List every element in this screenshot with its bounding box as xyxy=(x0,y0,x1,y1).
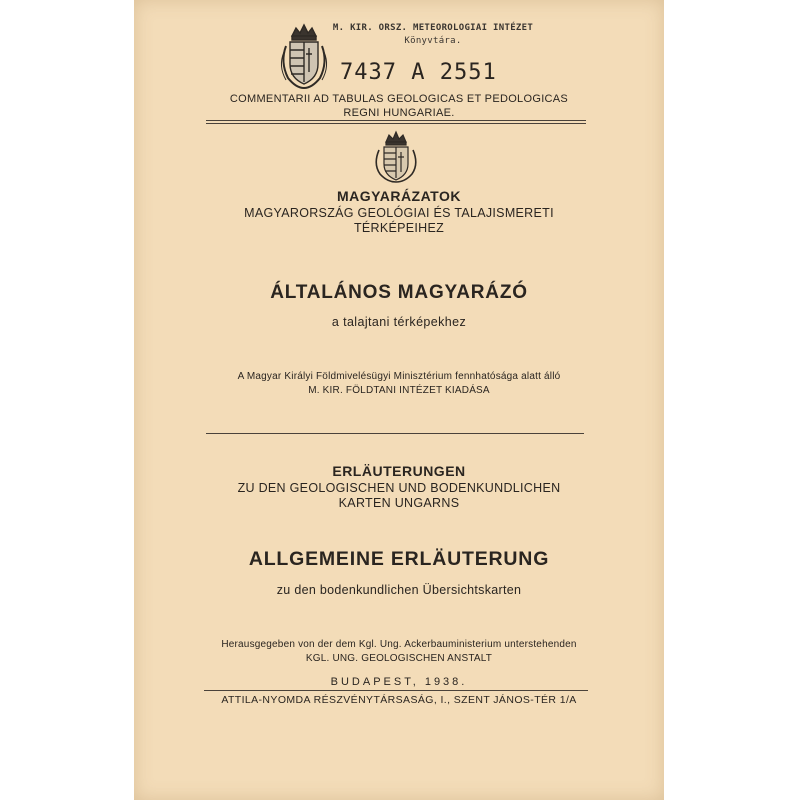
hungarian-subtitle: a talajtani térképekhez xyxy=(331,315,467,329)
german-publisher xyxy=(134,638,664,666)
divider-top xyxy=(206,120,586,121)
german-subheading xyxy=(134,481,664,511)
german-publisher-line1: Herausgegeben von der dem Kgl. Ung. Ackerbauministerium unterstehenden xyxy=(221,639,577,650)
hungarian-subheading-line2: TÉRKÉPEIHEZ xyxy=(353,221,445,235)
shelfmark: 7437 A 2551 xyxy=(340,60,497,85)
divider-top-secondary xyxy=(206,123,586,124)
series-title xyxy=(134,92,664,120)
german-subheading-line2: KARTEN UNGARNS xyxy=(338,496,460,510)
hungarian-coat-of-arms-icon xyxy=(370,130,422,184)
german-heading: ERLÄUTERUNGEN xyxy=(332,463,466,479)
hungarian-title: ÁLTALÁNOS MAGYARÁZÓ xyxy=(270,282,528,303)
german-publisher-line2: KGL. UNG. GEOLOGISCHEN ANSTALT xyxy=(305,653,493,664)
german-title: ALLGEMEINE ERLÄUTERUNG xyxy=(248,548,550,570)
german-subheading-line1: ZU DEN GEOLOGISCHEN UND BODENKUNDLICHEN xyxy=(237,481,561,495)
divider-middle xyxy=(206,433,584,434)
imprint-city-year: BUDAPEST, 1938. xyxy=(330,676,468,688)
divider-imprint xyxy=(204,690,588,691)
stamp-library: Könyvtára. xyxy=(404,36,462,46)
imprint-printer: ATTILA-NYOMDA RÉSZVÉNYTÁRSASÁG, I., SZENT JÁNOS-TÉR 1/A xyxy=(221,694,577,706)
hungarian-heading: MAGYARÁZATOK xyxy=(337,188,461,204)
library-stamp xyxy=(318,22,548,48)
hungarian-subheading-line1: MAGYARORSZÁG GEOLÓGIAI ÉS TALAJISMERETI xyxy=(244,206,554,220)
hungarian-publisher-line1: A Magyar Királyi Földmivelésügyi Minisztérium fennhatósága alatt álló xyxy=(237,371,561,382)
stamp-institution: M. KIR. ORSZ. METEOROLOGIAI INTÉZET xyxy=(332,23,534,33)
hungarian-subheading xyxy=(134,206,664,236)
series-title-line1: COMMENTARII AD TABULAS GEOLOGICAS ET PEDOLOGICAS xyxy=(229,93,569,105)
series-title-line2: REGNI HUNGARIAE. xyxy=(343,107,455,119)
hungarian-publisher-line2: M. KIR. FÖLDTANI INTÉZET KIADÁSA xyxy=(308,385,490,396)
german-subtitle: zu den bodenkundlichen Übersichtskarten xyxy=(276,583,522,597)
hungarian-publisher xyxy=(134,370,664,398)
